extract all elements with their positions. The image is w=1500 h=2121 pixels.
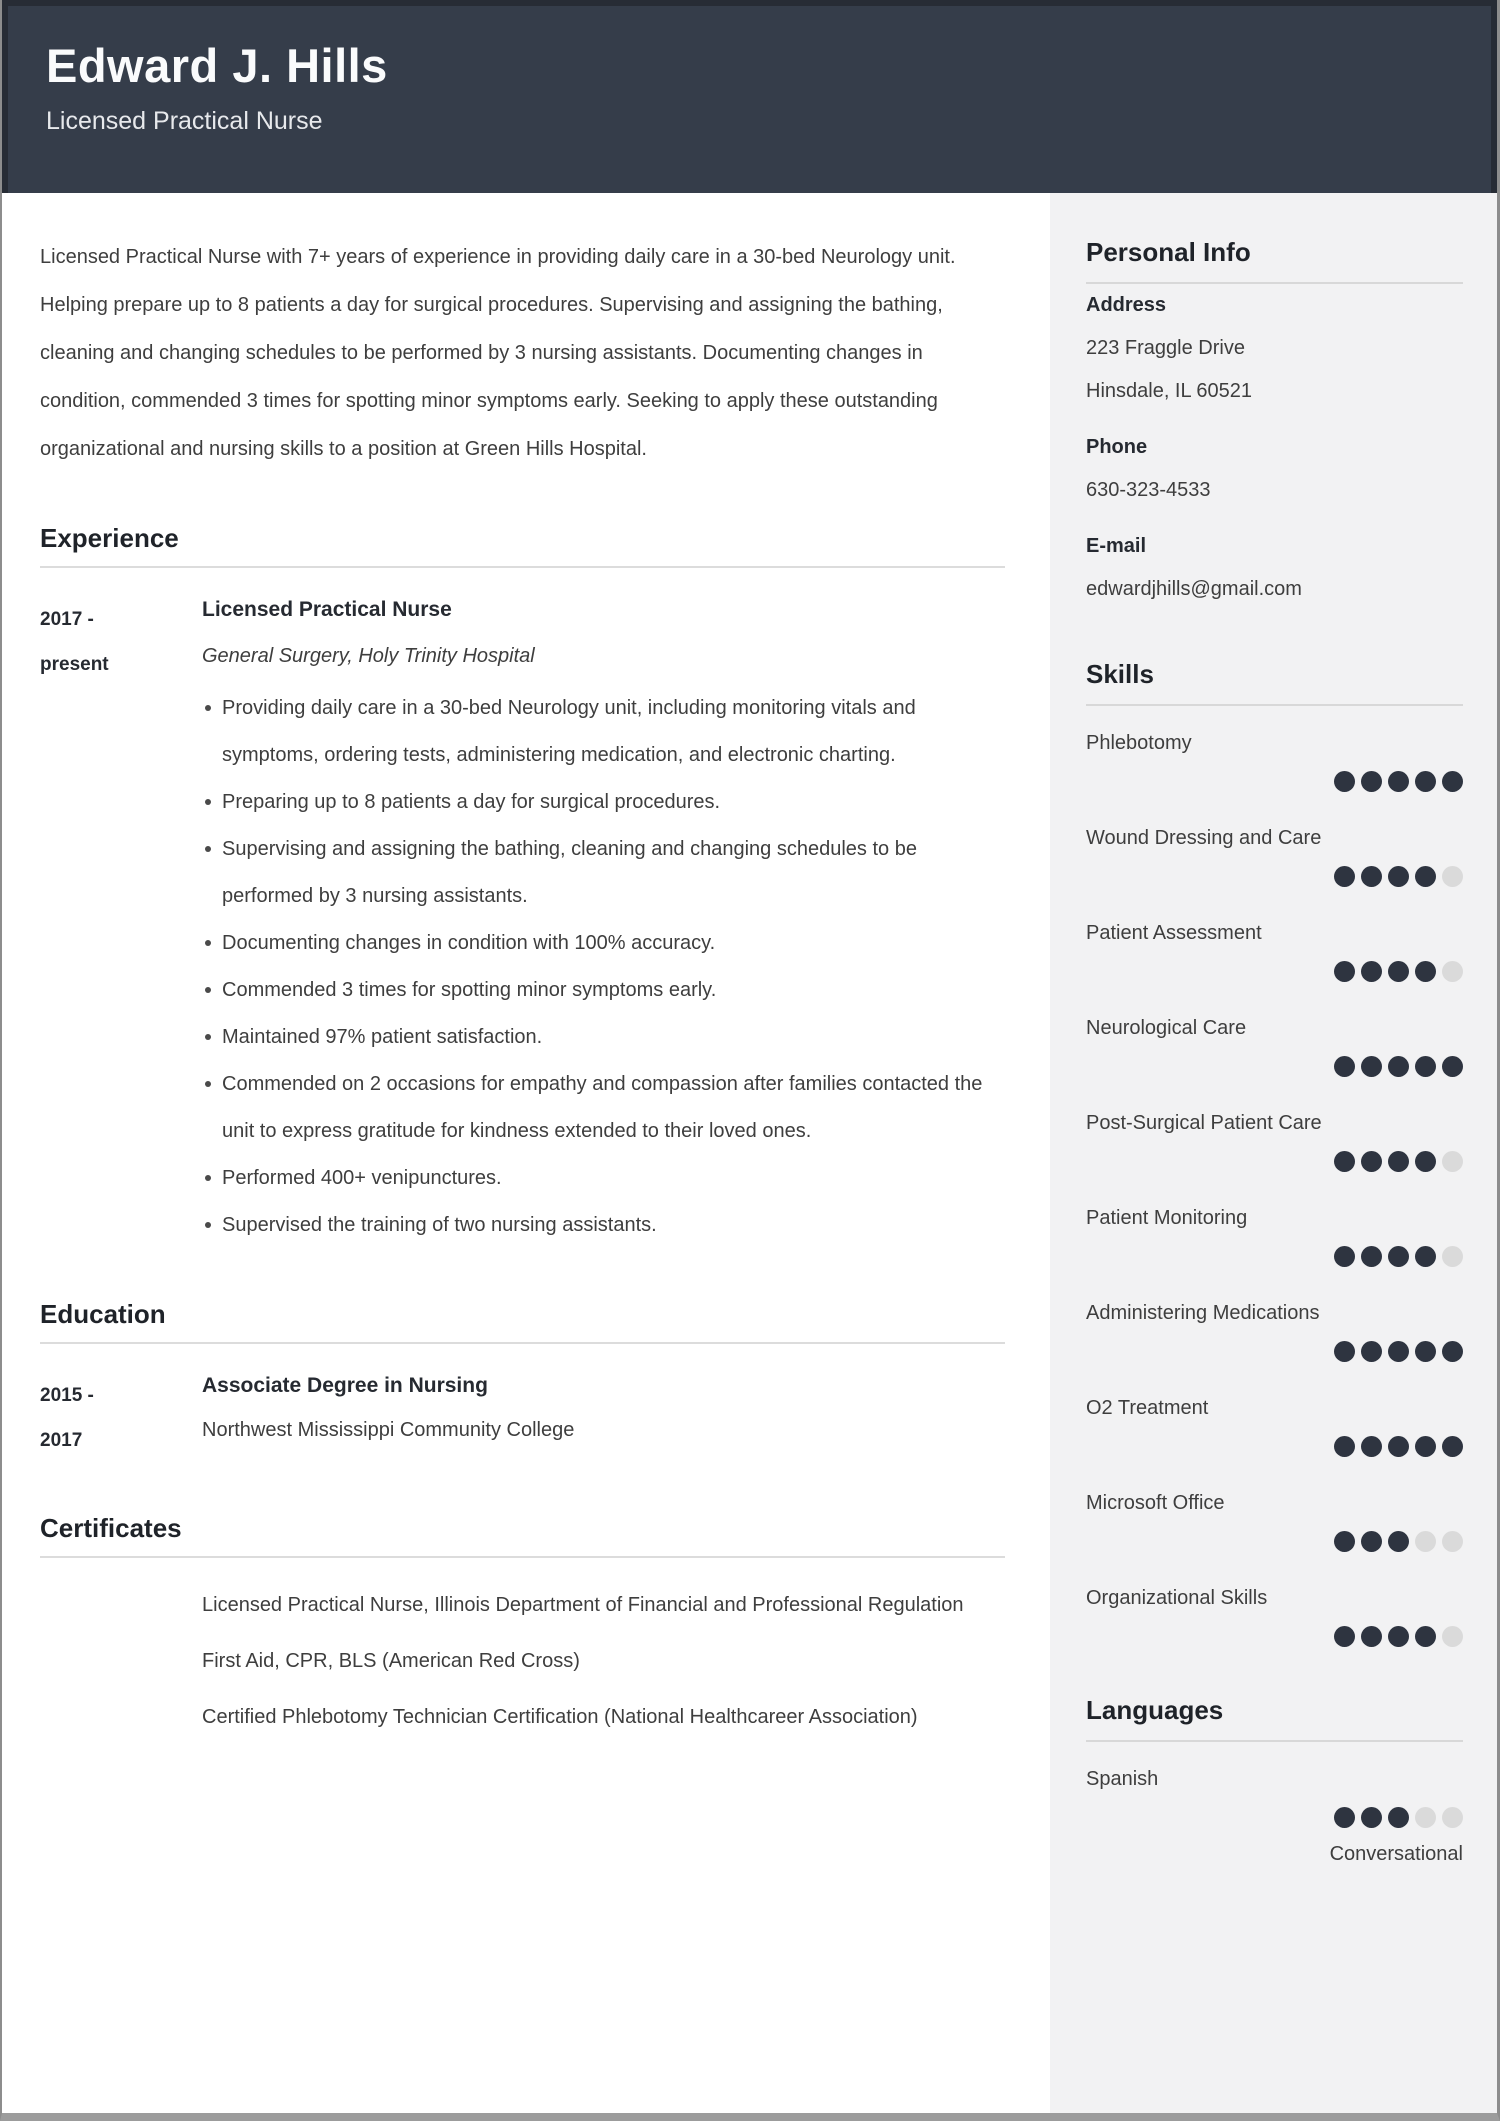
section-divider xyxy=(40,1556,1005,1558)
education-section xyxy=(40,1299,1005,1463)
language-proficiency: Conversational xyxy=(1329,1843,1463,1865)
skill-name: Microsoft Office xyxy=(1086,1492,1225,1514)
rating-dot-filled xyxy=(1388,1056,1409,1077)
rating-dot-filled xyxy=(1415,771,1436,792)
skill-item xyxy=(1086,1490,1463,1552)
rating-dots xyxy=(1086,961,1463,982)
section-divider xyxy=(40,1342,1005,1344)
rating-dot-filled xyxy=(1361,866,1382,887)
section-divider xyxy=(1086,704,1463,706)
education-school: Northwest Mississippi Community College xyxy=(202,1419,575,1441)
rating-dot-filled xyxy=(1334,771,1355,792)
rating-dot-filled xyxy=(1388,961,1409,982)
rating-dot-filled xyxy=(1415,1626,1436,1647)
rating-dot-filled xyxy=(1334,866,1355,887)
personal-info-section xyxy=(1086,237,1463,611)
rating-dot-empty xyxy=(1415,1531,1436,1552)
language-item xyxy=(1086,1766,1463,1867)
section-divider xyxy=(1086,1740,1463,1742)
rating-dots xyxy=(1086,1626,1463,1647)
rating-dot-filled xyxy=(1415,1341,1436,1362)
certificates-section xyxy=(40,1513,1005,1750)
experience-bullet: Documenting changes in condition with 100% accuracy. xyxy=(202,920,1005,967)
education-heading: Education xyxy=(40,1299,166,1329)
address-label: Address xyxy=(1086,294,1167,316)
skill-item xyxy=(1086,1110,1463,1172)
rating-dot-filled xyxy=(1334,1151,1355,1172)
skill-name: Post-Surgical Patient Care xyxy=(1086,1112,1322,1134)
skills-section xyxy=(1086,659,1463,1647)
skill-name: Neurological Care xyxy=(1086,1017,1247,1039)
sidebar-column xyxy=(1050,193,1497,2113)
education-dates xyxy=(40,1371,202,1463)
rating-dot-filled xyxy=(1334,961,1355,982)
rating-dot-empty xyxy=(1442,1807,1463,1828)
education-degree: Associate Degree in Nursing xyxy=(202,1374,488,1397)
rating-dot-filled xyxy=(1415,1056,1436,1077)
rating-dot-filled xyxy=(1334,1807,1355,1828)
skill-item xyxy=(1086,1395,1463,1457)
certificates-list xyxy=(202,1582,1005,1750)
rating-dot-filled xyxy=(1415,1151,1436,1172)
rating-dots xyxy=(1086,771,1463,792)
certificates-dates-spacer xyxy=(40,1582,202,1750)
experience-company: General Surgery, Holy Trinity Hospital xyxy=(202,645,535,667)
experience-date-end: present xyxy=(40,654,109,675)
rating-dot-filled xyxy=(1361,1626,1382,1647)
phone-value: 630-323-4533 xyxy=(1086,479,1211,501)
rating-dot-filled xyxy=(1442,1056,1463,1077)
rating-dot-filled xyxy=(1361,1807,1382,1828)
experience-bullet: Supervising and assigning the bathing, cleaning and changing schedules to be performed by 3 nursing assistants. xyxy=(202,826,1005,920)
rating-dots xyxy=(1086,866,1463,887)
rating-dot-filled xyxy=(1388,1436,1409,1457)
skill-item xyxy=(1086,1300,1463,1362)
section-divider xyxy=(40,566,1005,568)
rating-dot-filled xyxy=(1415,1246,1436,1267)
rating-dot-filled xyxy=(1334,1056,1355,1077)
certificate-item: Licensed Practical Nurse, Illinois Department of Financial and Professional Regulation xyxy=(202,1594,964,1616)
rating-dot-filled xyxy=(1388,1341,1409,1362)
rating-dot-filled xyxy=(1334,1246,1355,1267)
experience-bullet: Providing daily care in a 30-bed Neurology unit, including monitoring vitals and symptoms, ordering tests, administering medication, and electronic charting. xyxy=(202,685,1005,779)
phone-group xyxy=(1086,426,1463,512)
person-job-title: Licensed Practical Nurse xyxy=(46,107,323,135)
experience-bullets xyxy=(202,685,1005,1249)
rating-dot-empty xyxy=(1415,1807,1436,1828)
certificates-heading: Certificates xyxy=(40,1513,182,1543)
rating-dot-filled xyxy=(1415,1436,1436,1457)
experience-details xyxy=(202,595,1005,1249)
experience-entry xyxy=(40,595,1005,1249)
skills-heading: Skills xyxy=(1086,659,1154,689)
rating-dots xyxy=(1086,1531,1463,1552)
rating-dots xyxy=(1086,1341,1463,1362)
rating-dot-filled xyxy=(1388,1531,1409,1552)
rating-dot-filled xyxy=(1442,1436,1463,1457)
skill-name: Patient Assessment xyxy=(1086,922,1262,944)
rating-dot-empty xyxy=(1442,1531,1463,1552)
rating-dot-filled xyxy=(1361,1341,1382,1362)
experience-section xyxy=(40,523,1005,1249)
rating-dot-filled xyxy=(1415,866,1436,887)
rating-dots xyxy=(1086,1246,1463,1267)
rating-dot-empty xyxy=(1442,866,1463,887)
experience-heading: Experience xyxy=(40,523,179,553)
email-label: E-mail xyxy=(1086,535,1147,557)
education-date-end: 2017 xyxy=(40,1430,83,1451)
rating-dot-filled xyxy=(1361,1246,1382,1267)
skill-item xyxy=(1086,730,1463,792)
experience-dates xyxy=(40,595,202,1249)
rating-dot-empty xyxy=(1442,1151,1463,1172)
certificate-item: First Aid, CPR, BLS (American Red Cross) xyxy=(202,1650,580,1672)
experience-bullet: Performed 400+ venipunctures. xyxy=(202,1155,1005,1202)
address-line2: Hinsdale, IL 60521 xyxy=(1086,380,1253,402)
rating-dot-filled xyxy=(1388,866,1409,887)
certificate-item: Certified Phlebotomy Technician Certification (National Healthcareer Association) xyxy=(202,1706,918,1728)
rating-dot-empty xyxy=(1442,961,1463,982)
rating-dot-filled xyxy=(1361,1056,1382,1077)
education-date-start: 2015 - xyxy=(40,1385,94,1406)
skill-name: Administering Medications xyxy=(1086,1302,1320,1324)
languages-list xyxy=(1086,1766,1463,1867)
email-group xyxy=(1086,525,1463,611)
rating-dot-filled xyxy=(1361,1531,1382,1552)
skill-item xyxy=(1086,1205,1463,1267)
rating-dot-filled xyxy=(1361,961,1382,982)
experience-bullet: Commended 3 times for spotting minor symptoms early. xyxy=(202,967,1005,1014)
rating-dot-filled xyxy=(1361,1151,1382,1172)
experience-bullet: Preparing up to 8 patients a day for surgical procedures. xyxy=(202,779,1005,826)
rating-dots xyxy=(1086,1151,1463,1172)
skill-name: Phlebotomy xyxy=(1086,732,1192,754)
skill-item xyxy=(1086,825,1463,887)
skill-name: Organizational Skills xyxy=(1086,1587,1268,1609)
rating-dots xyxy=(1086,1436,1463,1457)
experience-date-start: 2017 - xyxy=(40,609,94,630)
rating-dot-filled xyxy=(1388,1626,1409,1647)
skill-item xyxy=(1086,1015,1463,1077)
rating-dot-filled xyxy=(1334,1341,1355,1362)
rating-dots xyxy=(1086,1807,1463,1828)
languages-section xyxy=(1086,1695,1463,1867)
person-name: Edward J. Hills xyxy=(46,39,388,92)
rating-dot-filled xyxy=(1361,771,1382,792)
phone-label: Phone xyxy=(1086,436,1148,458)
rating-dot-filled xyxy=(1442,771,1463,792)
language-name: Spanish xyxy=(1086,1768,1159,1790)
rating-dot-filled xyxy=(1334,1436,1355,1457)
skills-list xyxy=(1086,730,1463,1647)
rating-dot-filled xyxy=(1388,1151,1409,1172)
education-entry xyxy=(40,1371,1005,1463)
rating-dot-filled xyxy=(1334,1531,1355,1552)
rating-dot-filled xyxy=(1388,1246,1409,1267)
rating-dot-empty xyxy=(1442,1626,1463,1647)
skill-name: O2 Treatment xyxy=(1086,1397,1209,1419)
email-value: edwardjhills@gmail.com xyxy=(1086,578,1302,600)
personal-info-heading: Personal Info xyxy=(1086,237,1251,267)
skill-name: Patient Monitoring xyxy=(1086,1207,1248,1229)
languages-heading: Languages xyxy=(1086,1695,1224,1725)
experience-role: Licensed Practical Nurse xyxy=(202,598,452,621)
rating-dot-filled xyxy=(1388,771,1409,792)
summary-paragraph: Licensed Practical Nurse with 7+ years of experience in providing daily care in a 30-bed Neurology unit. Helping prepare up to 8 patients a day for surgical procedures. Supervising and assigning the bathing, cleaning and changing schedules to be performed by 3 nursing assistants. Documenting changes in condition, commended 3 times for spotting minor symptoms early. Seeking to apply these outstanding organizational and nursing skills to a position at Green Hills Hospital. xyxy=(40,246,956,460)
rating-dot-filled xyxy=(1361,1436,1382,1457)
rating-dot-filled xyxy=(1415,961,1436,982)
experience-bullet: Commended on 2 occasions for empathy and compassion after families contacted the unit to express gratitude for kindness extended to their loved ones. xyxy=(202,1061,1005,1155)
address-group xyxy=(1086,284,1463,413)
skill-item xyxy=(1086,1585,1463,1647)
education-details xyxy=(202,1371,1005,1463)
rating-dot-empty xyxy=(1442,1246,1463,1267)
rating-dot-filled xyxy=(1442,1341,1463,1362)
rating-dot-filled xyxy=(1388,1807,1409,1828)
skill-item xyxy=(1086,920,1463,982)
experience-bullet: Supervised the training of two nursing assistants. xyxy=(202,1202,1005,1249)
skill-name: Wound Dressing and Care xyxy=(1086,827,1322,849)
rating-dots xyxy=(1086,1056,1463,1077)
certificates-list-wrap xyxy=(40,1582,1005,1750)
rating-dot-filled xyxy=(1334,1626,1355,1647)
experience-bullet: Maintained 97% patient satisfaction. xyxy=(202,1014,1005,1061)
address-line1: 223 Fraggle Drive xyxy=(1086,337,1245,359)
main-column xyxy=(2,193,1050,2113)
content-columns xyxy=(2,193,1497,2113)
resume-header xyxy=(2,0,1497,193)
